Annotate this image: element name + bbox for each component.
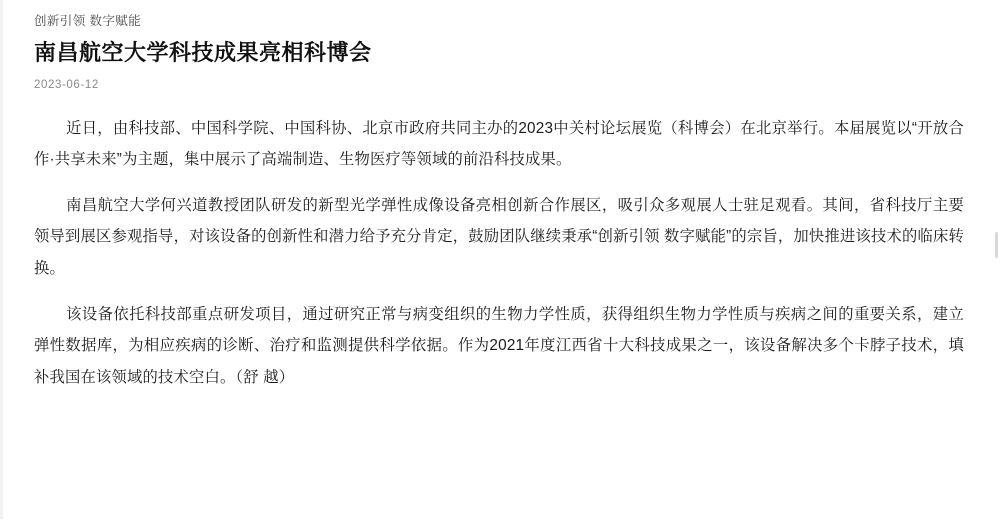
article-paragraph: 近日，由科技部、中国科学院、中国科协、北京市政府共同主办的2023中关村论坛展览（科博会）在北京举行。本届展览以“开放合作·共享未来”为主题，集中展示了高端制造、生物医疗等领域的前沿科技成果。 — [34, 119, 964, 169]
article-paragraph: 该设备依托科技部重点研发项目，通过研究正常与病变组织的生物力学性质，获得组织生物力学性质与疾病之间的重要关系，建立弹性数据库，为相应疾病的诊断、治疗和监测提供科学依据。作为2021年度江西省十大科技成果之一，该设备解决多个卡脖子技术，填补我国在该领域的技术空白。（舒 越） — [34, 305, 964, 387]
article-body — [34, 113, 964, 394]
vertical-scrollbar-thumb[interactable] — [995, 232, 998, 258]
page-title: 南昌航空大学科技成果亮相科博会 — [34, 40, 372, 65]
article-paragraph: 南昌航空大学何兴道教授团队研发的新型光学弹性成像设备亮相创新合作展区，吸引众多观展人士驻足观看。其间，省科技厅主要领导到展区参观指导，对该设备的创新性和潜力给予充分肯定，鼓励团队继续秉承“创新引领 数字赋能”的宗旨，加快推进该技术的临床转换。 — [34, 196, 964, 278]
article-kicker: 创新引领 数字赋能 — [34, 14, 142, 28]
article-date: 2023-06-12 — [34, 78, 99, 91]
page-left-rule — [0, 0, 3, 520]
